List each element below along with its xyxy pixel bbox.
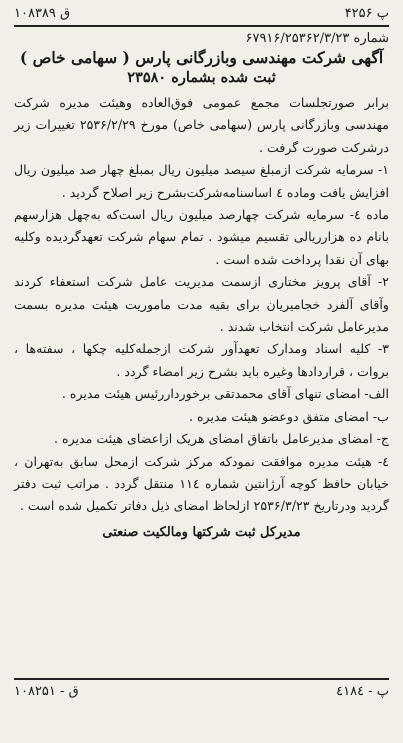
header-divider — [14, 25, 389, 27]
paragraph-item-3a: الف- امضای تنهای آقای محمدتقی برخورداررئیس هیئت مدیره . — [61, 386, 389, 402]
signature-line: مدیرکل ثبت شرکتها ومالکیت صنعتی — [102, 524, 301, 540]
footer-row — [14, 684, 389, 699]
footer-right-code: پ - ٤١٨٤ — [336, 684, 389, 699]
footer-left-code: ق - ۱۰۸۲۵۱ — [14, 684, 79, 699]
header-right-code: پ ۴۲۵۶ — [344, 6, 389, 21]
paragraph-item-3b: ب- امضای متفق دوعضو هیئت مدیره . — [188, 408, 389, 424]
paragraph-intro: برابر صورتجلسات مجمع عمومی فوق‌العاده وهیئت مدیره شرکت مهندسی وبازرگانی پارس (سهامی خاص) مورخ ۲۵۳۶/۲/۲۹ تغییرات زیر درشرکت صورت گرفت . — [14, 95, 389, 155]
notice-subtitle: ثبت شده بشماره ۲۳۵۸۰ — [127, 69, 276, 86]
paragraph-article-4: ماده ٤- سرمایه شرکت چهارصد میلیون ریال است‌که به‌چهل هزارسهم بانام ده هزارریالی تقسیم میشود . تمام سهام شرکت تعهدگردیده وکلیه بهای آن نقدا پرداخت شده است . — [14, 207, 389, 267]
paragraph-item-3: ۳- کلیه اسناد ومدارک تعهدآور شرکت ازجمله‌کلیه چکها ، سفته‌ها ، بروات ، قراردادها وغیره باید بشرح زیر امضاء گردد . — [14, 341, 389, 379]
paragraph-item-4: ٤- هیئت مدیره موافقت نمودکه مرکز شرکت ازمحل سابق به‌تهران ، خیابان حافظ کوچه آرژانتین شماره ۱۱٤ منتقل گردد . مراتب ثبت دفتر گردید ودرتاریخ ۲۵۳۶/۳/۲۳ ازلحاظ امضای ذیل دفاتر تکمیل شده است . — [14, 453, 389, 514]
footer-divider — [14, 678, 389, 680]
registration-number: شماره ۶۷۹۱۶/۲۵۳۶۲/۳/۲۳ — [245, 31, 389, 46]
paragraph-item-3c: ج- امضای مدیرعامل باتفاق امضای هریک ازاعضای هیئت مدیره . — [53, 431, 389, 447]
paragraph-item-2: ۲- آقای پرویز مختاری ازسمت مدیریت عامل شرکت استعفاء کردند وآقای آلفرد خجامیریان برای بقیه مدت ماموریت هیئت مدیره بسمت مدیرعامل شرکت انتخاب شدند . — [14, 274, 389, 335]
footer-block — [14, 674, 389, 699]
header-row — [14, 6, 389, 21]
notice-title: آگهی شرکت مهندسی وبازرگانی پارس ( سهامی خاص ) — [19, 48, 384, 67]
header-left-code: ق ۱۰۸۳۸۹ — [14, 6, 71, 21]
paragraph-item-1: ۱- سرمایه شرکت ازمبلغ سیصد میلیون ریال بمبلغ چهار صد میلیون ریال افزایش یافت وماده ٤ اساسنامه‌شرکت‌بشرح زیر اصلاح گردید . — [14, 162, 389, 200]
